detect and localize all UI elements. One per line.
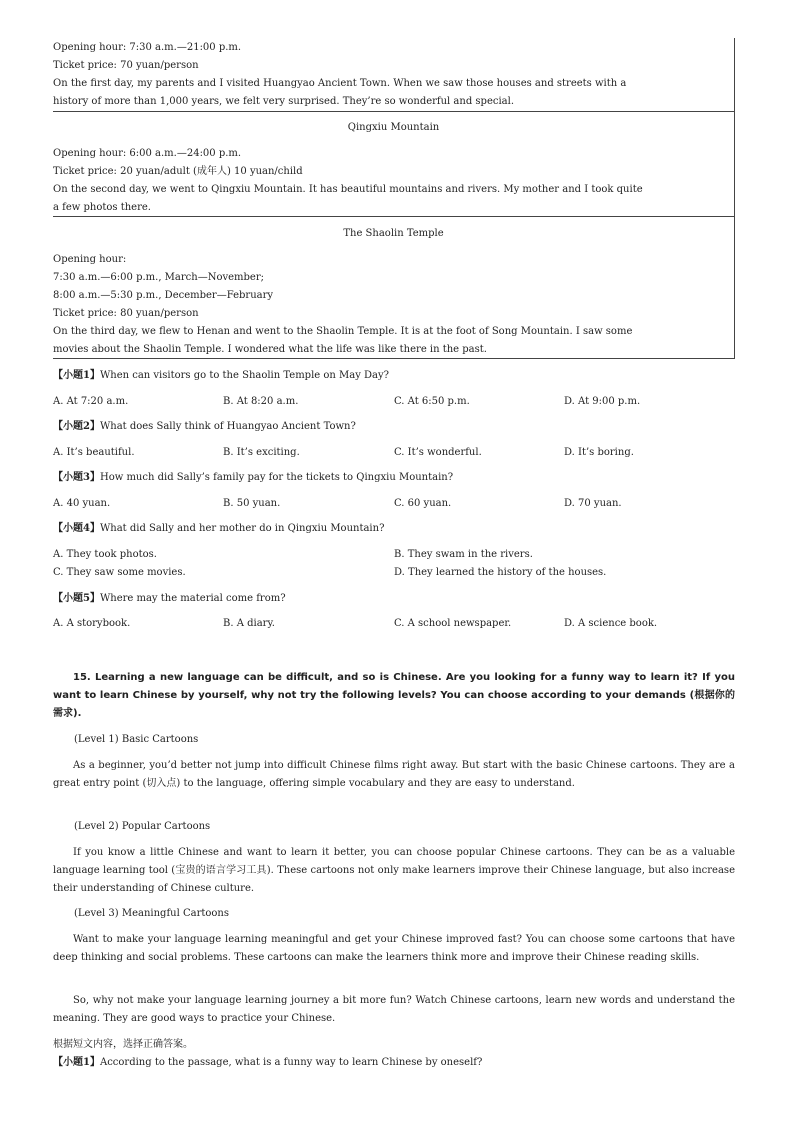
conclusion-paragraph: So, why not make your language learning journey a bit more fun? Watch Chinese cartoons, learn new words and understand the meaning. They are good ways to practice your Chinese. [53, 995, 735, 1024]
level-3-heading: (Level 3) Meaningful Cartoons [74, 908, 229, 919]
table-cell-qingxiu [53, 112, 735, 217]
q4-option-d[interactable]: D. They learned the history of the houses. [394, 567, 607, 578]
level-3-paragraph: Want to make your language learning meaningful and get your Chinese improved fast? You can choose some cartoons that have deep thinking and social problems. These cartoons can make the learners think more and improve their Chinese reading skills. [53, 934, 735, 963]
mountain-description-line2: a few photos there. [53, 202, 151, 213]
table-bottom-border [53, 358, 735, 359]
level-1-heading: (Level 1) Basic Cartoons [74, 734, 199, 745]
q4-option-a[interactable]: A. They took photos. [53, 549, 157, 560]
q1-option-b[interactable]: B. At 8:20 a.m. [223, 396, 299, 407]
q4-option-b[interactable]: B. They swam in the rivers. [394, 549, 533, 560]
question-text: What did Sally and her mother do in Qingxiu Mountain? [99, 523, 385, 534]
q2-option-d[interactable]: D. It’s boring. [564, 447, 634, 458]
q3-option-b[interactable]: B. 50 yuan. [223, 498, 281, 509]
mountain-opening-hour: Opening hour: 6:00 a.m.—24:00 p.m. [53, 148, 242, 159]
mountain-ticket-price: Ticket price: 20 yuan/adult (成年人) 10 yuan/child [53, 166, 303, 177]
q5-option-b[interactable]: B. A diary. [223, 618, 275, 629]
q2-option-c[interactable]: C. It’s wonderful. [394, 447, 482, 458]
mountain-title: Qingxiu Mountain [347, 122, 440, 133]
level-1-paragraph: As a beginner, you’d better not jump into difficult Chinese films right away. But start with the basic Chinese cartoons. They are a great entry point (切入点) to the language, offering simple vocabulary and they are easy to understand. [53, 760, 735, 789]
table-cell-huangyao [53, 38, 735, 112]
town-description-line2: history of more than 1,000 years, we felt very surprised. They’re so wonderful and special. [53, 96, 515, 107]
question-3 [53, 469, 453, 487]
temple-description-line2: movies about the Shaolin Temple. I wondered what the life was like there in the past. [53, 344, 487, 355]
q1-option-a[interactable]: A. At 7:20 a.m. [53, 396, 129, 407]
question-tag: 【小题1】 [53, 1057, 100, 1068]
town-description-line1: On the first day, my parents and I visited Huangyao Ancient Town. When we saw those houses and streets with a [53, 78, 627, 89]
question-4 [53, 520, 384, 538]
temple-opening-hour: Opening hour: [53, 254, 127, 265]
question-text: What does Sally think of Huangyao Ancient Town? [99, 421, 356, 432]
question-tag: 【小题5】 [53, 593, 100, 604]
temple-hours-line1: 7:30 a.m.—6:00 p.m., March—November; [53, 272, 264, 283]
q5-option-a[interactable]: A. A storybook. [53, 618, 131, 629]
q3-option-a[interactable]: A. 40 yuan. [53, 498, 111, 509]
temple-hours-line2: 8:00 a.m.—5:30 p.m., December—February [53, 290, 274, 301]
level-2-heading: (Level 2) Popular Cartoons [74, 821, 211, 832]
temple-description-line1: On the third day, we flew to Henan and went to the Shaolin Temple. It is at the foot of Song Mountain. I saw some [53, 326, 633, 337]
table-cell-shaolin [53, 217, 735, 358]
q2-option-b[interactable]: B. It’s exciting. [223, 447, 300, 458]
town-ticket-price: Ticket price: 70 yuan/person [53, 60, 199, 71]
level-2-paragraph: If you know a little Chinese and want to learn it better, you can choose popular Chinese cartoons. They can be as a valuable language learning tool (宝贵的语言学习工具). These cartoons not only make learners improve their Chinese language, but also increase their understanding of Chinese culture. [53, 847, 735, 894]
question-tag: 【小题1】 [53, 370, 100, 381]
question-text: Where may the material come from? [99, 593, 286, 604]
passage-15-intro: 15. Learning a new language can be difficult, and so is Chinese. Are you looking for a funny way to learn it? If you want to learn Chinese by yourself, why not try the following levels? You can choose according to your demands (根据你的需求). [53, 672, 735, 719]
q4-option-c[interactable]: C. They saw some movies. [53, 567, 186, 578]
q1-option-c[interactable]: C. At 6:50 p.m. [394, 396, 470, 407]
question-tag: 【小题2】 [53, 421, 100, 432]
town-opening-hour: Opening hour: 7:30 a.m.—21:00 p.m. [53, 42, 242, 53]
temple-title: The Shaolin Temple [343, 228, 444, 239]
q5-option-d[interactable]: D. A science book. [564, 618, 658, 629]
question-text: How much did Sally’s family pay for the tickets to Qingxiu Mountain? [99, 472, 454, 483]
question-tag: 【小题4】 [53, 523, 100, 534]
temple-ticket-price: Ticket price: 80 yuan/person [53, 308, 199, 319]
q3-option-d[interactable]: D. 70 yuan. [564, 498, 622, 509]
question-1 [53, 367, 389, 385]
question-5 [53, 590, 286, 608]
q5-option-c[interactable]: C. A school newspaper. [394, 618, 512, 629]
question-text: According to the passage, what is a funny way to learn Chinese by oneself? [99, 1057, 483, 1068]
question-text: When can visitors go to the Shaolin Temple on May Day? [99, 370, 390, 381]
q1-option-d[interactable]: D. At 9:00 p.m. [564, 396, 641, 407]
mountain-description-line1: On the second day, we went to Qingxiu Mountain. It has beautiful mountains and rivers. My mother and I took quite [53, 184, 643, 195]
passage-15-question-1 [53, 1054, 482, 1072]
question-tag: 【小题3】 [53, 472, 100, 483]
question-2 [53, 418, 356, 436]
q2-option-a[interactable]: A. It’s beautiful. [53, 447, 135, 458]
q3-option-c[interactable]: C. 60 yuan. [394, 498, 452, 509]
instruction-text: 根据短文内容，选择正确答案。 [53, 1039, 193, 1050]
